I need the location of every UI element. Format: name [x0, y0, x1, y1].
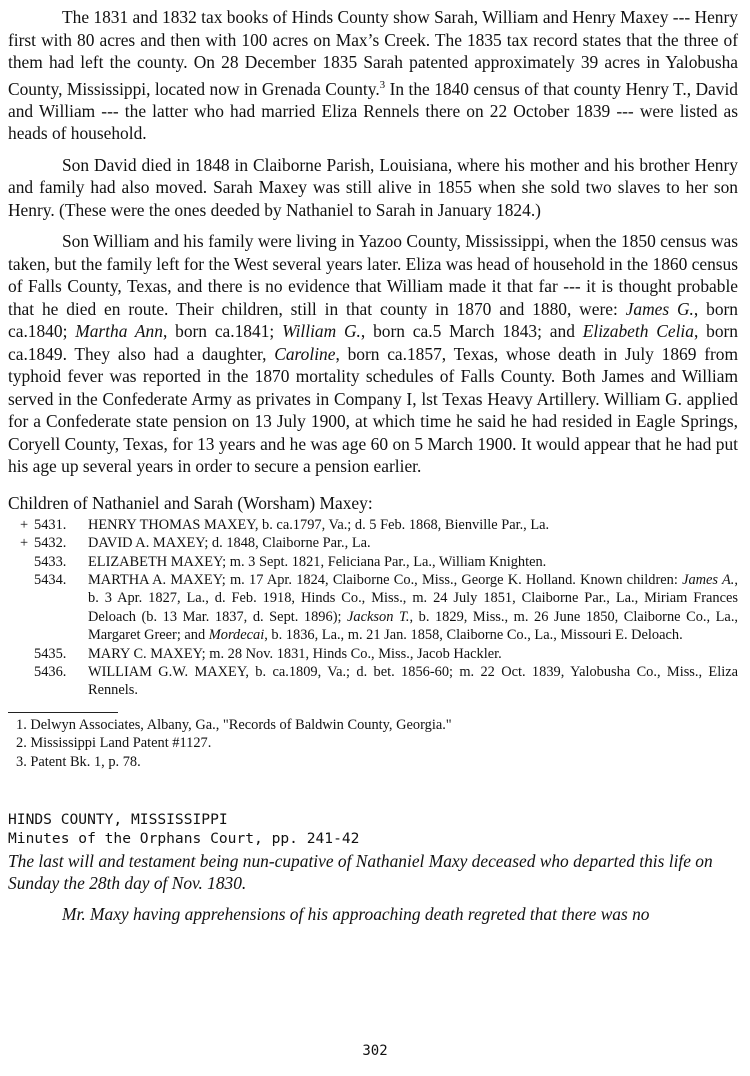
child-text — [88, 517, 549, 533]
child-text — [88, 535, 371, 551]
child-number: 5434. — [34, 572, 67, 589]
child-entry — [8, 553, 738, 571]
descendant-marker: + — [20, 535, 29, 552]
descendant-marker: + — [20, 516, 29, 533]
paragraph — [8, 154, 738, 222]
text-run: DAVID A. MAXEY; d. 1848, Claiborne Par., La. — [88, 535, 371, 552]
footnote-ref: 3 — [379, 78, 386, 91]
paragraph — [8, 230, 738, 478]
will-intro: The last will and testament being nun-cupative of Nathaniel Maxy deceased who departed this life on Sunday the 28th day of Nov. 1830. — [8, 850, 713, 894]
italic-name: Mordecai — [208, 627, 265, 644]
child-number: 5435. — [34, 645, 67, 662]
text-run: MARY C. MAXEY; m. 28 Nov. 1831, Hinds Co., Miss., Jacob Hackler. — [88, 645, 502, 662]
italic-name: Martha Ann — [75, 321, 163, 342]
footnote-divider — [8, 712, 118, 713]
child-text — [88, 664, 738, 698]
child-text — [88, 554, 546, 570]
text-run: , born ca.5 March 1843; and — [360, 321, 583, 342]
child-entry — [8, 534, 738, 552]
italic-name: Caroline — [274, 343, 336, 364]
children-heading: Children of Nathaniel and Sarah (Worsham) Maxey: — [8, 492, 373, 513]
page-number: 302 — [362, 1043, 388, 1059]
text-run: , b. 1829, Miss., m. 26 June 1850, Claiborne Co., La., Margaret Greer; and — [88, 608, 739, 644]
italic-name: James G. — [625, 298, 694, 319]
text-run: , born ca.1840; — [8, 298, 738, 342]
paragraph — [8, 6, 738, 145]
text-run: In the 1840 census of that county Henry T., David and William --- the latter who had married Eliza Rennels there on 22 October 1839 --- were listed as heads of household. — [8, 78, 738, 144]
text-run: , b. 3 Apr. 1827, La., d. Feb. 1918, Hinds Co., Miss., m. 24 July 1851, Claiborne Par., La., Miriam Frances Deloach (b. 13 Mar. 1837, d. Sept. 1896); — [88, 572, 738, 625]
text-run: ELIZABETH MAXEY; m. 3 Sept. 1821, Feliciana Par., La., William Knighten. — [88, 553, 547, 570]
italic-name: William G. — [282, 321, 361, 342]
text-run: Son William and his family were living in Yazoo County, Mississippi, when the 1850 census was taken, but the family left for the West several years later. Eliza was head of household in the 1860 census of Falls County, Texas, and there is no evidence that William made it that far --- it is thought probable that he died en route. Their children, still in that county in 1870 and 1880, were: — [8, 231, 738, 319]
text-run: The 1831 and 1832 tax books of Hinds County show Sarah, William and Henry Maxey --- Henry first with 80 acres and then with 100 acres on Max’s Creek. The 1835 tax record states that the three of them had left the county. On 28 December 1835 Sarah patented approximately 39 acres in Yalobusha County, Mississippi, located now in Grenada County. — [8, 7, 738, 99]
child-number: 5436. — [34, 664, 67, 681]
text-run: WILLIAM G.W. MAXEY, b. ca.1809, Va.; d. bet. 1856-60; m. 22 Oct. 1839, Yalobusha Co., Miss., Eliza Rennels. — [88, 664, 738, 699]
text-run: Son David died in 1848 in Claiborne Parish, Louisiana, where his mother and his brother Henry and family had also moved. Sarah Maxey was still alive in 1855 when she sold two slaves to her son Henry. (These were the ones deeded by Nathaniel to Sarah in January 1824.) — [8, 154, 738, 220]
source-citation: Minutes of the Orphans Court, pp. 241-42 — [8, 829, 360, 847]
text-run: , born ca.1849. They also had a daughter, — [8, 321, 738, 364]
will-text: Mr. Maxy having apprehensions of his approaching death regreted that there was no — [62, 903, 650, 924]
child-text — [88, 646, 502, 662]
transcript-heading — [8, 810, 738, 848]
children-list — [8, 516, 738, 700]
text-run: MARTHA A. MAXEY; m. 17 Apr. 1824, Claiborne Co., Miss., George K. Holland. Known children: — [88, 572, 683, 589]
child-entry — [8, 516, 738, 534]
child-number: 5433. — [34, 553, 67, 570]
body-text — [8, 6, 738, 478]
text-run: HENRY THOMAS MAXEY, b. ca.1797, Va.; d. 5 Feb. 1868, Bienville Par., La. — [88, 516, 550, 533]
child-entry — [8, 663, 738, 700]
footnote: 3. Patent Bk. 1, p. 78. — [16, 754, 141, 771]
italic-name: James A. — [682, 572, 735, 589]
text-run: , b. 1836, La., m. 21 Jan. 1858, Claiborne Co., La., Missouri E. Deloach. — [264, 627, 683, 644]
footnote: 1. Delwyn Associates, Albany, Ga., "Records of Baldwin County, Georgia." — [16, 716, 452, 733]
child-entry — [8, 645, 738, 663]
document-page — [8, 6, 738, 933]
child-text — [88, 572, 738, 643]
child-entry — [8, 571, 738, 645]
child-number: 5431. — [34, 516, 67, 533]
child-number: 5432. — [34, 535, 67, 552]
italic-name: Elizabeth Celia — [582, 321, 694, 342]
county-heading: HINDS COUNTY, MISSISSIPPI — [8, 810, 228, 828]
footnotes — [8, 716, 738, 772]
text-run: , born ca.1841; — [162, 321, 283, 342]
text-run: , born ca.1857, Texas, whose death in July 1869 from typhoid fever was reported in the 1870 mortality schedules of Falls County. Both James and William served in the Confederate Army as privates in Company I, lst Texas Heavy Artillery. William G. applied for a Confederate state pension on 13 July 1900, at which time he said he had resided in Eagle Springs, Coryell County, Texas, for 13 years and he was age 60 on 5 March 1900. It would appear that he had put his age up several years in order to secure a pension earlier. — [8, 343, 738, 477]
footnote: 2. Mississippi Land Patent #1127. — [16, 735, 212, 752]
italic-name: Jackson T. — [347, 608, 410, 625]
